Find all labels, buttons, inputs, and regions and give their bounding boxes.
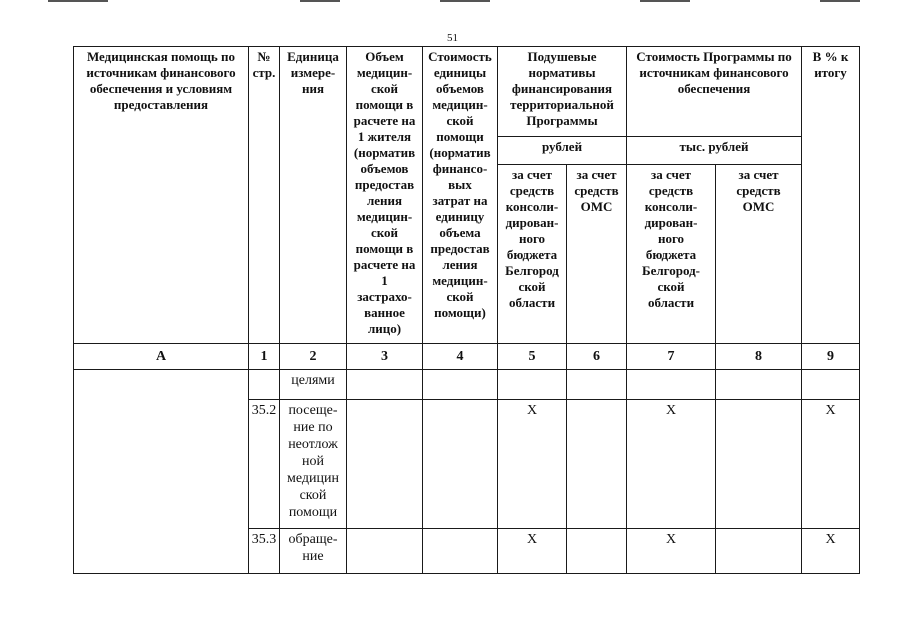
source-cell — [74, 370, 249, 574]
col5-cell: Х — [498, 529, 567, 574]
volume-cell — [347, 400, 423, 529]
table-row — [74, 370, 860, 400]
col5-cell — [498, 370, 567, 400]
header-row-number: № стр. — [249, 47, 280, 344]
col6-cell — [567, 370, 627, 400]
column-index: 4 — [423, 344, 498, 370]
column-index: 3 — [347, 344, 423, 370]
col7-cell — [627, 370, 716, 400]
header-program-cost: Стоимость Программы по источникам финансового обеспечения — [627, 47, 802, 137]
header-col8: за счет средств ОМС — [716, 164, 802, 343]
col7-cell: Х — [627, 529, 716, 574]
col6-cell — [567, 400, 627, 529]
header-unit: Единица измере- ния — [280, 47, 347, 344]
unit-cell: обраще- ние — [280, 529, 347, 574]
header-thousand-rubles: тыс. рублей — [627, 137, 802, 164]
financing-table — [73, 46, 860, 574]
header-unit-cost: Стоимость единицы объемов медицин- ской помощи (норматив финансо- вых затрат на единицу объема предостав ления медицин- ской помощи) — [423, 47, 498, 344]
column-index-row — [74, 344, 860, 370]
col9-cell: Х — [802, 400, 860, 529]
col8-cell — [716, 529, 802, 574]
column-index: 5 — [498, 344, 567, 370]
unit-cell: посеще- ние по неотлож ной медицин ской помощи — [280, 400, 347, 529]
header-row-1 — [74, 47, 860, 137]
page-number: 51 — [447, 32, 458, 44]
unit-cost-cell — [423, 400, 498, 529]
column-index: 2 — [280, 344, 347, 370]
top-edge-fragment — [48, 0, 108, 2]
row-number: 35.3 — [249, 529, 280, 574]
top-edge-fragment — [300, 0, 340, 2]
column-index: 7 — [627, 344, 716, 370]
column-index: А — [74, 344, 249, 370]
column-index: 1 — [249, 344, 280, 370]
header-col7: за счет средств консоли- дирован- ного бюджета Белгород- ской области — [627, 164, 716, 343]
unit-cost-cell — [423, 529, 498, 574]
header-col5: за счет средств консоли- дирован- ного бюджета Белгород ской области — [498, 164, 567, 343]
header-volume: Объем медицин- ской помощи в расчете на 1 жителя (норматив объемов предостав ления медицин- ской помощи в расчете на 1 застрахо- ванное лицо) — [347, 47, 423, 344]
col7-cell: Х — [627, 400, 716, 529]
volume-cell — [347, 529, 423, 574]
volume-cell — [347, 370, 423, 400]
col9-cell: Х — [802, 529, 860, 574]
header-percent: В % к итогу — [802, 47, 860, 344]
row-number — [249, 370, 280, 400]
top-edge-fragment — [440, 0, 490, 2]
header-source: Медицинская помощь по источникам финансового обеспечения и условиям предоставления — [74, 47, 249, 344]
unit-cell: целями — [280, 370, 347, 400]
col5-cell: Х — [498, 400, 567, 529]
col8-cell — [716, 400, 802, 529]
column-index: 6 — [567, 344, 627, 370]
col6-cell — [567, 529, 627, 574]
top-edge-fragment — [640, 0, 690, 2]
col8-cell — [716, 370, 802, 400]
unit-cost-cell — [423, 370, 498, 400]
header-rubles: рублей — [498, 137, 627, 164]
column-index: 9 — [802, 344, 860, 370]
top-edge-fragment — [820, 0, 860, 2]
header-per-capita: Подушевые нормативы финансирования территориальной Программы — [498, 47, 627, 137]
column-index: 8 — [716, 344, 802, 370]
col9-cell — [802, 370, 860, 400]
row-number: 35.2 — [249, 400, 280, 529]
header-col6: за счет средств ОМС — [567, 164, 627, 343]
